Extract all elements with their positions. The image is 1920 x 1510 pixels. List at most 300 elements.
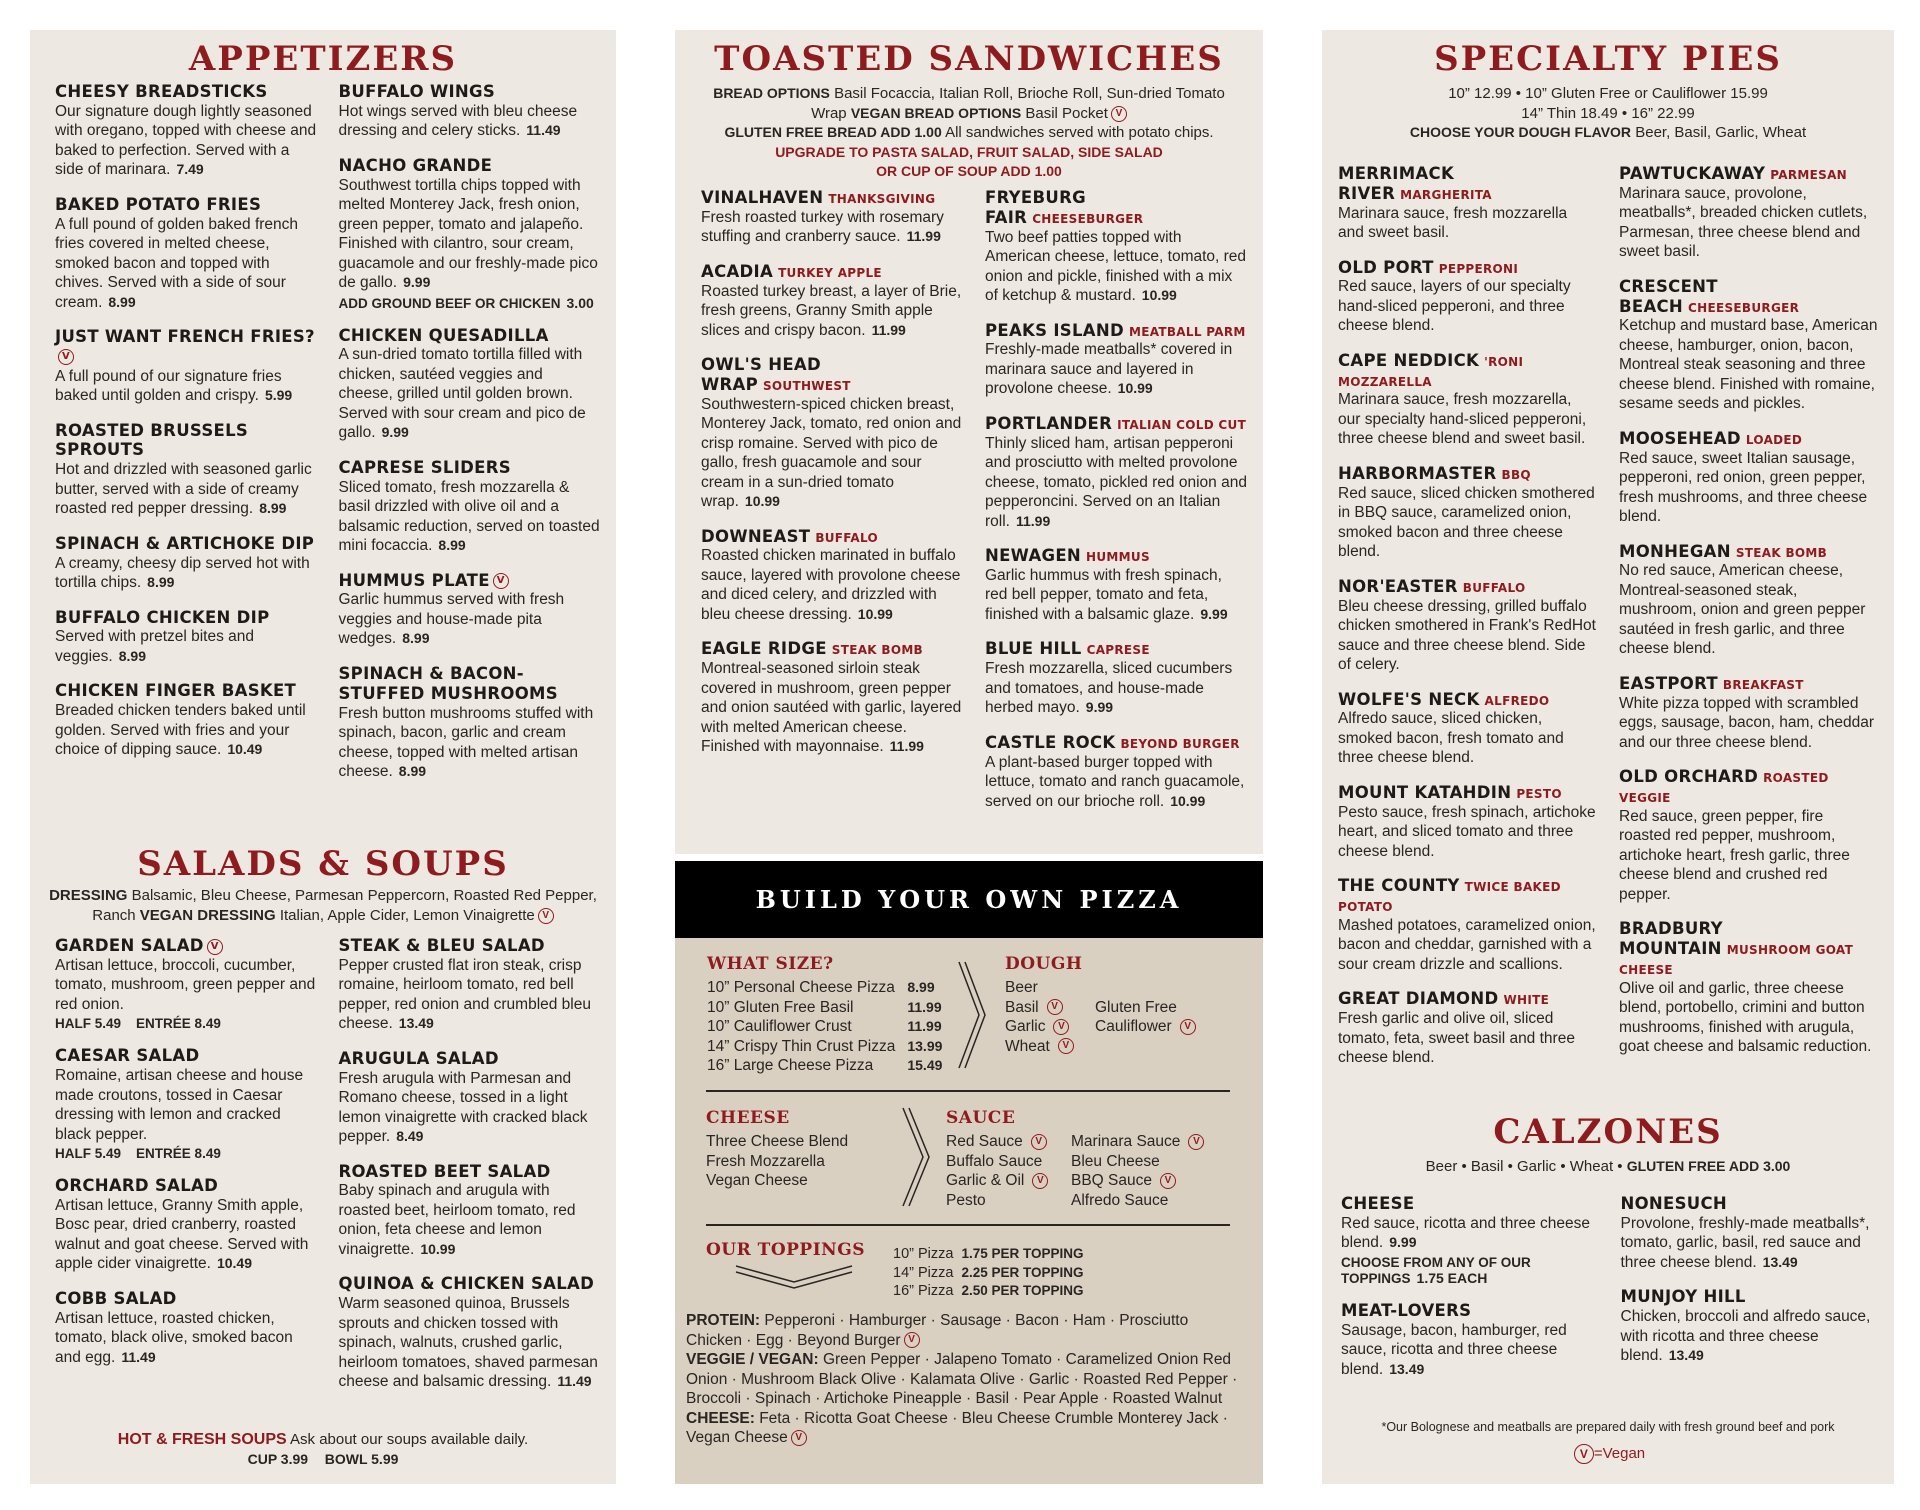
item-description-text: Marinara sauce, fresh mozzarella, our specialty hand-sliced pepperoni, three cheese blend and sweet basil.: [1338, 391, 1587, 448]
item-description: [985, 434, 1247, 532]
item-name: [1341, 1194, 1599, 1214]
item-description: [985, 228, 1247, 306]
item-price: 10.99: [1170, 792, 1206, 809]
option-label: BBQ Sauce: [1071, 1172, 1152, 1189]
item-name-text: ORCHARD SALAD: [55, 1176, 219, 1196]
menu-item: [55, 681, 317, 759]
cheese-list: [706, 1132, 848, 1191]
menu-item: [1338, 783, 1597, 861]
size-price: 8.99: [907, 979, 935, 995]
item-price: 11.99: [1015, 512, 1051, 529]
vegan-v-icon: V: [1053, 1019, 1069, 1035]
item-description-text: Hot wings served with bleu cheese dressing and celery sticks.: [338, 102, 578, 140]
menu-item: [55, 936, 317, 1031]
menu-item: [55, 421, 317, 519]
toppings-title: OUR TOPPINGS: [706, 1240, 865, 1260]
item-name: [55, 327, 317, 367]
menu-item: [1338, 258, 1597, 336]
menu-item: [1619, 767, 1878, 904]
option-item: [1095, 1017, 1196, 1037]
item-name-text: CHICKEN FINGER BASKET: [55, 681, 297, 701]
item-price: 10.49: [216, 1255, 253, 1272]
menu-item: [55, 195, 317, 312]
topping-size: 14” Pizza: [893, 1264, 954, 1281]
menu-item: [55, 534, 317, 593]
option-item: [1005, 978, 1095, 998]
item-style: SOUTHWEST: [762, 378, 851, 393]
item-description: [339, 345, 601, 443]
item-name: [339, 664, 601, 704]
item-description: [55, 701, 317, 760]
menu-item: [1619, 164, 1878, 262]
item-name: [1338, 164, 1597, 204]
item-name: [1338, 690, 1597, 710]
dough-section: [1005, 954, 1245, 1056]
item-addon-text: CHOOSE FROM ANY OF OUR TOPPINGS: [1341, 1254, 1531, 1286]
menu-item: [1338, 989, 1597, 1067]
option-label: Wheat: [1005, 1037, 1050, 1055]
item-price: 8.99: [438, 537, 466, 554]
item-description-text: Red sauce, sliced chicken smothered in BBQ sauce, caramelized onion, smoked bacon and three cheese blend.: [1338, 484, 1595, 561]
size-price: 15.49: [907, 1057, 943, 1073]
item-name: [1338, 989, 1597, 1009]
size-label: 10” Personal Cheese Pizza: [707, 979, 895, 996]
soups-note: [30, 1430, 616, 1469]
item-description: [339, 102, 601, 141]
item-description-text: Red sauce, ricotta and three cheese blend.: [1341, 1214, 1591, 1252]
item-price: 7.49: [176, 161, 204, 178]
item-name-text: PAWTUCKAWAY: [1619, 164, 1766, 183]
item-name: [55, 1289, 317, 1309]
item-name: [339, 1049, 601, 1069]
item-name-text: HUMMUS PLATE: [338, 570, 490, 590]
calzones-left-col: [1341, 1194, 1599, 1394]
item-description-text: A sun-dried tomato tortilla filled with chicken, sautéed veggies and cheese, grilled until golden brown. Served with sour cream and pico de gallo.: [338, 346, 586, 442]
option-item: [946, 1152, 1071, 1172]
item-description-text: Artisan lettuce, Granny Smith apple, Bosc pear, dried cranberry, roasted walnut and goat cheese. Served with apple cider vinaigrette.: [55, 1196, 309, 1273]
item-name-text: FRYEBURG FAIR: [985, 188, 1086, 227]
vegan-v-icon: V: [1111, 106, 1127, 122]
item-name-text: JUST WANT FRENCH FRIES?: [55, 327, 315, 347]
item-description-text: Red sauce, layers of our specialty hand-sliced pepperoni, and three cheese blend.: [1338, 278, 1571, 335]
soups-label: HOT & FRESH SOUPS: [117, 1431, 287, 1448]
vegan-v-icon: V: [1047, 999, 1063, 1015]
vegan-v-icon: V: [493, 573, 509, 589]
menu-item: [985, 639, 1247, 717]
divider: [706, 1090, 1230, 1092]
salads-left-col: [55, 936, 317, 1407]
item-description-text: No red sauce, American cheese, Montreal-seasoned steak, mushroom, onion and green pepper sautéed in fresh garlic, and three cheese blend.: [1619, 562, 1866, 658]
item-name-text: THE COUNTY: [1338, 876, 1460, 896]
cheese-topping-label: CHEESE:: [686, 1409, 755, 1427]
sauce-title: SAUCE: [946, 1108, 1016, 1128]
item-price: 11.49: [121, 1348, 156, 1365]
option-item: [1071, 1171, 1204, 1191]
entree-price: ENTRÉE 8.49: [136, 1016, 221, 1032]
vegan-v-icon: V: [1574, 1444, 1594, 1464]
menu-item: [55, 82, 317, 180]
item-name-text: ROASTED BRUSSELS SPROUTS: [55, 420, 249, 460]
item-addon: [339, 295, 601, 311]
half-price: HALF 5.49: [55, 1146, 122, 1162]
item-style: ALFREDO: [1484, 693, 1550, 708]
item-name: [55, 936, 317, 956]
protein-label: PROTEIN:: [686, 1312, 761, 1329]
pies-title: SPECIALTY PIES: [1434, 39, 1782, 79]
item-description-text: Pepper crusted flat iron steak, crisp romaine, heirloom tomato, red bell pepper, red onion and crumbled bleu cheese.: [338, 956, 591, 1033]
size-price: 13.99: [907, 1037, 943, 1054]
size-row: [707, 1056, 942, 1076]
item-style: TURKEY APPLE: [778, 265, 882, 280]
item-style: MUSHROOM GOAT CHEESE: [1619, 943, 1854, 977]
appetizers-right-col: [339, 82, 601, 797]
pies-right-col: [1619, 164, 1878, 1083]
item-description: [1338, 277, 1597, 336]
item-name-text: NEWAGEN: [985, 546, 1082, 566]
item-description-text: Romaine, artisan cheese and house made croutons, tossed in Caesar dressing with lemon and cracked black pepper.: [55, 1067, 304, 1143]
topping-price: 2.50 PER TOPPING: [961, 1283, 1084, 1298]
item-style: CAPRESE: [1086, 643, 1150, 658]
item-description: [339, 1181, 601, 1259]
item-name: [1619, 767, 1878, 807]
item-description: [701, 395, 963, 512]
item-price: 13.49: [1668, 1347, 1704, 1364]
item-name: [1619, 429, 1878, 449]
menu-item: [985, 546, 1247, 624]
salads-title: SALADS & SOUPS: [137, 844, 509, 884]
dressing-list: Balsamic, Bleu Cheese, Parmesan Peppercorn, Roasted Red Pepper, Ranch: [92, 887, 597, 924]
item-name-text: BLUE HILL: [985, 639, 1082, 659]
item-description: [1338, 204, 1597, 243]
item-description-text: Fresh roasted turkey with rosemary stuffing and cranberry sauce.: [701, 208, 944, 246]
sandwiches-title: TOASTED SANDWICHES: [714, 39, 1224, 79]
item-name-text: CAPRESE SLIDERS: [338, 457, 511, 477]
item-style: STEAK BOMB: [831, 643, 924, 658]
vegan-v-icon: V: [1058, 1038, 1074, 1054]
menu-item: [339, 1274, 601, 1391]
menu-item: [701, 262, 963, 340]
item-name-text: MUNJOY HILL: [1620, 1287, 1746, 1307]
item-description: [1338, 709, 1597, 768]
item-description-text: A creamy, cheesy dip served hot with tortilla chips.: [55, 554, 310, 592]
item-description-text: Freshly-made meatballs* covered in marinara sauce and layered in provolone cheese.: [985, 341, 1233, 398]
vegan-dressing-label: VEGAN DRESSING: [139, 906, 276, 924]
item-description: [339, 176, 601, 293]
item-description-text: Fresh button mushrooms stuffed with spinach, bacon, garlic and cream cheese, topped with melted artisan cheese.: [338, 704, 594, 781]
item-description: [1619, 316, 1878, 414]
menu-item: [339, 326, 601, 443]
item-name-text: PEAKS ISLAND: [985, 320, 1124, 340]
item-description-text: Sausage, bacon, hamburger, red sauce, ricotta and three cheese blend.: [1341, 1321, 1567, 1378]
menu-item: [1338, 690, 1597, 768]
byo-panel: [675, 938, 1263, 1484]
item-description: [985, 340, 1247, 399]
item-addon-price: 3.00: [566, 294, 594, 311]
soup-bowl-price: BOWL 5.99: [324, 1450, 399, 1467]
item-description: [985, 659, 1247, 718]
item-description-text: Artisan lettuce, broccoli, cucumber, tomato, mushroom, green pepper and red onion.: [55, 956, 316, 1013]
item-description-text: Red sauce, sweet Italian sausage, pepperoni, red onion, green pepper, fresh mushrooms, and three cheese blend.: [1619, 449, 1868, 526]
soups-text: Ask about our soups available daily.: [290, 1431, 529, 1448]
item-description-text: Provolone, freshly-made meatballs*, tomato, garlic, basil, red sauce and three cheese blend.: [1620, 1214, 1870, 1271]
item-description: [701, 208, 963, 247]
item-description: [1338, 597, 1597, 675]
topping-price-table: [893, 1245, 1084, 1301]
item-name: [985, 546, 1247, 566]
option-item: [1095, 998, 1196, 1018]
item-description-text: Our signature dough lightly seasoned with oregano, topped with cheese and baked to perfection. Served with a side of marinara.: [55, 102, 317, 179]
item-name-text: BRADBURY MOUNTAIN: [1619, 919, 1723, 959]
item-name-text: ARUGULA SALAD: [338, 1048, 499, 1068]
pies-left-col: [1338, 164, 1597, 1083]
entree-price: ENTRÉE 8.49: [136, 1146, 221, 1162]
vegan-v-icon: V: [1031, 1134, 1047, 1150]
item-name-text: CHEESE: [1341, 1194, 1415, 1213]
item-name-text: DOWNEAST: [701, 526, 811, 546]
item-name: [55, 421, 317, 461]
item-name-text: CHEESY BREADSTICKS: [55, 82, 268, 101]
sandwiches-right-col: [985, 188, 1247, 826]
menu-item: [701, 188, 963, 247]
item-name-text: HARBORMASTER: [1338, 463, 1497, 483]
item-name: [339, 571, 601, 591]
option-label: Fresh Mozzarella: [706, 1152, 825, 1170]
option-label: Marinara Sauce: [1071, 1133, 1181, 1150]
item-name: [339, 156, 601, 176]
item-sizes: [55, 1016, 317, 1031]
item-addon-text: ADD GROUND BEEF OR CHICKEN: [338, 295, 561, 311]
item-description-text: Ketchup and mustard base, American cheese, hamburger, onion, bacon, Montreal steak seasoning and three cheese blend. Finished with romaine, sesame seeds and pickles.: [1619, 317, 1878, 413]
item-description-text: Mashed potatoes, caramelized onion, bacon and cheddar, garnished with a sour cream drizzle and scallions.: [1338, 916, 1596, 973]
item-name: [1338, 258, 1597, 278]
item-description-text: Fresh arugula with Parmesan and Romano cheese, tossed in a light lemon vinaigrette with cracked black pepper.: [338, 1069, 588, 1146]
item-description-text: A full pound of golden baked french fries covered in melted cheese, smoked bacon and topped with chives. Served with a side of sour cream.: [55, 215, 299, 311]
item-description-text: Served with pretzel bites and veggies.: [55, 628, 255, 665]
menu-item: [55, 1046, 317, 1161]
menu-item: [985, 733, 1247, 811]
menu-item: [1621, 1287, 1879, 1365]
menu-item: [1621, 1194, 1879, 1272]
item-name: [985, 414, 1247, 434]
vegan-v-icon: V: [1188, 1134, 1204, 1150]
item-description: [339, 590, 601, 649]
item-name: [55, 82, 317, 102]
item-name-text: QUINOA & CHICKEN SALAD: [338, 1274, 595, 1294]
item-style: HUMMUS: [1086, 550, 1150, 565]
item-name-text: SPINACH & ARTICHOKE DIP: [55, 533, 315, 553]
menu-item: [1338, 164, 1597, 243]
pie-sizes-line-2: 14” Thin 18.49 • 16” 22.99: [1521, 104, 1695, 122]
item-price: 8.49: [396, 1128, 424, 1145]
item-price: 11.99: [871, 321, 906, 338]
soup-cup-price: CUP 3.99: [247, 1450, 309, 1467]
item-name: [1338, 876, 1597, 916]
right-panel: [1322, 30, 1894, 1484]
chevron-right-icon: [901, 1106, 931, 1208]
topping-price-row: [893, 1245, 1084, 1264]
gf-bread-label: GLUTEN FREE BREAD ADD 1.00: [724, 124, 942, 140]
item-name: [701, 355, 963, 395]
option-label: Garlic & Oil: [946, 1172, 1025, 1189]
item-name: [339, 936, 601, 956]
item-price: 11.99: [906, 228, 941, 245]
vegan-v-icon: V: [207, 939, 223, 955]
size-label: 14” Crispy Thin Crust Pizza: [707, 1037, 896, 1055]
option-label: Bleu Cheese: [1071, 1152, 1160, 1170]
item-name-text: OWL'S HEAD WRAP: [701, 355, 821, 394]
item-description: [339, 704, 601, 782]
item-name-text: CRESCENT BEACH: [1619, 276, 1718, 316]
menu-item: [55, 1176, 317, 1274]
item-description-text: Sliced tomato, fresh mozzarella & basil drizzled with olive oil and a balsamic reduction, served on toasted mini focaccia.: [338, 478, 600, 555]
item-description-text: White pizza topped with scrambled eggs, sausage, bacon, ham, cheddar and our three cheese blend.: [1619, 694, 1875, 751]
divider: [706, 1224, 1230, 1226]
option-label: Buffalo Sauce: [946, 1152, 1043, 1170]
item-name-text: MOUNT KATAHDIN: [1338, 782, 1512, 802]
item-name: [1338, 783, 1597, 803]
option-label: Garlic: [1005, 1018, 1046, 1035]
item-name-text: CASTLE ROCK: [985, 732, 1116, 752]
size-row: [707, 978, 942, 998]
item-style: 'RONI MOZZARELLA: [1338, 354, 1524, 389]
item-name: [1619, 164, 1878, 184]
item-name-text: NONESUCH: [1620, 1194, 1728, 1213]
item-name: [985, 321, 1247, 341]
item-name: [985, 188, 1247, 228]
item-price: 9.99: [1389, 1234, 1417, 1251]
item-style: ROASTED VEGGIE: [1619, 771, 1829, 806]
vegan-bread-list: Basil Pocket: [1025, 104, 1108, 122]
item-name: [1341, 1301, 1599, 1321]
item-name-text: VINALHAVEN: [701, 188, 824, 207]
toppings-list: [686, 1311, 1241, 1448]
item-description-text: Alfredo sauce, sliced chicken, smoked bacon, fresh tomato and three cheese blend.: [1338, 710, 1564, 767]
item-name: [985, 733, 1247, 753]
dough-flavor-list: Beer, Basil, Garlic, Wheat: [1635, 124, 1807, 141]
item-name: [701, 639, 963, 659]
option-label: Three Cheese Blend: [706, 1133, 849, 1150]
item-description: [1338, 1009, 1597, 1068]
appetizers-left-col: [55, 82, 317, 797]
calzone-dough-list: Beer • Basil • Garlic • Wheat •: [1425, 1158, 1623, 1175]
item-name-text: OLD PORT: [1338, 257, 1434, 277]
option-item: [706, 1171, 848, 1191]
item-sizes: [55, 1146, 317, 1161]
item-price: 11.49: [557, 1373, 592, 1390]
item-name: [1619, 674, 1878, 694]
sandwiches-left-col: [701, 188, 963, 826]
option-item: [706, 1132, 848, 1152]
item-description: [339, 1069, 601, 1147]
menu-item: [1619, 542, 1878, 659]
option-label: Cauliflower: [1095, 1018, 1172, 1035]
item-description-text: Thinly sliced ham, artisan pepperoni and prosciutto with melted provolone cheese, tomato, pickled red onion and pepperoncini. Served on an Italian roll.: [985, 434, 1247, 530]
cheese-topping-line: [686, 1409, 1241, 1448]
item-name-text: COBB SALAD: [55, 1288, 177, 1308]
item-description: [1619, 449, 1878, 527]
calzones-title: CALZONES: [1493, 1112, 1723, 1152]
option-label: Pesto: [946, 1191, 986, 1209]
bread-list: Basil Focaccia, Italian Roll, Brioche Roll, Sun-dried Tomato Wrap: [811, 85, 1225, 122]
menu-item: [1619, 919, 1878, 1056]
protein-list: Pepperoni · Hamburger · Sausage · Bacon · Ham · Prosciutto Chicken · Egg · Beyond Burger: [686, 1312, 1189, 1349]
item-style: TWICE BAKED POTATO: [1338, 880, 1561, 914]
menu-item: [339, 458, 601, 556]
item-name-text: PORTLANDER: [985, 413, 1113, 433]
option-label: Gluten Free: [1095, 998, 1177, 1016]
item-price: 8.99: [147, 574, 175, 591]
sandwiches-list: [701, 188, 1247, 826]
item-name-text: EAGLE RIDGE: [701, 639, 827, 659]
option-item: [1071, 1152, 1204, 1172]
item-price: 8.99: [259, 500, 287, 517]
calzone-dough: [1322, 1157, 1894, 1177]
item-name: [1619, 277, 1878, 317]
size-section: [707, 954, 942, 1076]
cheese-topping-list: Feta · Ricotta Goat Cheese · Bleu Cheese Crumble Monterey Jack · Vegan Cheese: [686, 1409, 1228, 1446]
menu-item: [1338, 577, 1597, 675]
chips-note: All sandwiches served with potato chips.: [945, 124, 1214, 141]
item-description-text: Hot and drizzled with seasoned garlic butter, served with a side of creamy roasted red pepper dressing.: [55, 461, 312, 518]
item-description: [1341, 1321, 1599, 1380]
size-row: [707, 1037, 942, 1057]
dressing-label: DRESSING: [49, 887, 128, 904]
vegan-bread-label: VEGAN BREAD OPTIONS: [850, 104, 1022, 121]
item-name: [55, 681, 317, 701]
option-label: Red Sauce: [946, 1133, 1023, 1150]
item-description: [55, 956, 317, 1015]
item-description: [1619, 561, 1878, 659]
item-style: BUFFALO: [1462, 580, 1526, 595]
item-price: 11.99: [889, 738, 924, 755]
item-name: [1621, 1287, 1879, 1307]
menu-item: [55, 327, 317, 406]
footnote: *Our Bolognese and meatballs are prepared daily with fresh ground beef and pork: [1381, 1420, 1835, 1434]
item-style: ITALIAN COLD CUT: [1117, 417, 1247, 432]
dough-left-list: [1005, 978, 1095, 1056]
item-description-text: A plant-based burger topped with lettuce, tomato and ranch guacamole, served on our brioche roll.: [985, 753, 1245, 810]
option-item: [946, 1171, 1071, 1191]
topping-size: 10” Pizza: [893, 1246, 954, 1262]
item-description: [55, 215, 317, 313]
item-style: PARMESAN: [1770, 168, 1848, 182]
item-description-text: Bleu cheese dressing, grilled buffalo chicken smothered in Frank's RedHot sauce and three cheese blend. Side of celery.: [1338, 597, 1596, 674]
item-name-text: BAKED POTATO FRIES: [55, 194, 262, 214]
item-description: [1619, 694, 1878, 753]
item-description-text: Pesto sauce, fresh spinach, artichoke heart, and sliced tomato and three cheese blend.: [1338, 803, 1596, 860]
calzone-gf-note: GLUTEN FREE ADD 3.00: [1626, 1158, 1791, 1174]
item-price: 10.99: [857, 605, 893, 622]
item-description: [55, 1196, 317, 1274]
item-name: [701, 262, 963, 282]
item-name: [1338, 351, 1597, 391]
item-style: PEPPERONI: [1438, 261, 1519, 276]
option-item: [706, 1152, 848, 1172]
item-name-text: EASTPORT: [1619, 673, 1718, 693]
pie-sizes-line-1: 10” 12.99 • 10” Gluten Free or Cauliflower 15.99: [1448, 85, 1768, 102]
item-style: BUFFALO: [815, 530, 879, 545]
item-description: [1621, 1214, 1879, 1273]
item-description-text: Baby spinach and arugula with roasted beet, heirloom tomato, red onion, feta cheese and lemon vinaigrette.: [338, 1182, 576, 1258]
item-name: [339, 82, 601, 102]
item-name: [1619, 919, 1878, 978]
item-description: [1338, 390, 1597, 449]
option-item: [946, 1132, 1071, 1152]
item-description-text: Warm seasoned quinoa, Brussels sprouts and chicken tossed with spinach, walnuts, crushed garlic, heirloom tomatoes, shaved parmesan cheese and balsamic dressing.: [338, 1295, 598, 1391]
item-price: 10.99: [1117, 380, 1153, 397]
item-description: [1619, 184, 1878, 262]
item-style: STEAK BOMB: [1735, 545, 1828, 560]
